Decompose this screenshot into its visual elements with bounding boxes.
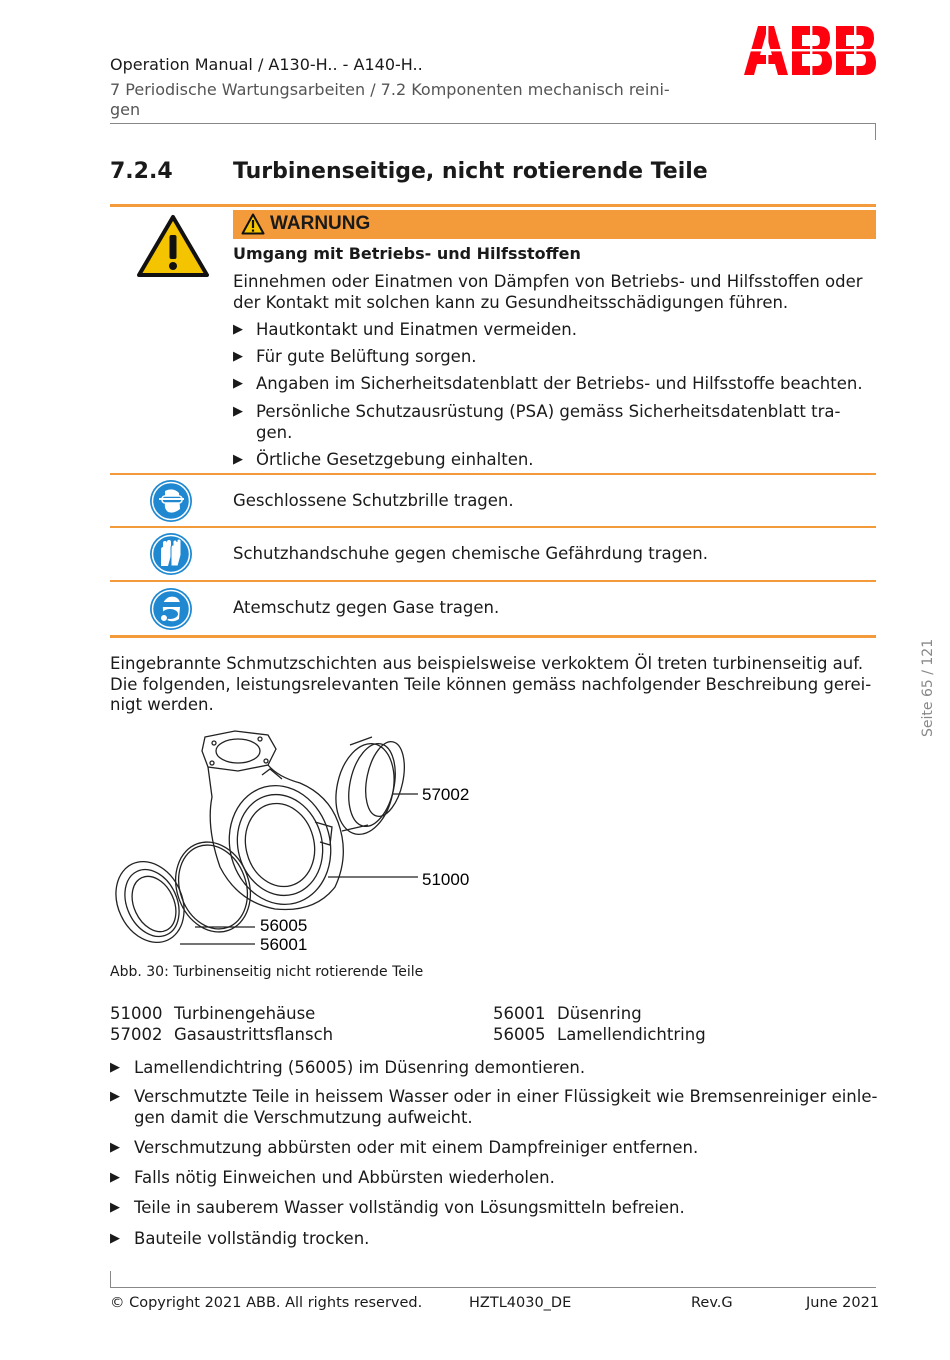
ppe-divider: [110, 526, 876, 528]
ppe-respirator-text: Atemschutz gegen Gase tragen.: [233, 598, 500, 617]
ppe-gloves-text: Schutzhandschuhe gegen chemische Gefährdung tragen.: [233, 544, 708, 563]
gloves-icon: [149, 532, 193, 576]
warning-label: WARNUNG: [270, 213, 371, 234]
section-title: Turbinenseitige, nicht rotierende Teile: [233, 159, 708, 184]
part-code: 56005: [493, 1025, 546, 1044]
breadcrumb-line-1: 7 Periodische Wartungsarbeiten / 7.2 Komponenten mechanisch reini-: [110, 80, 670, 99]
warning-text: Einnehmen oder Einatmen von Dämpfen von Betriebs- und Hilfsstoffen oder der Kontakt mit solchen kann zu Gesundheitsschädigungen führen.: [233, 272, 863, 312]
document-title: Operation Manual / A130-H.. - A140-H..: [110, 55, 423, 74]
side-page-label: Seite 65 / 121: [920, 638, 936, 737]
turbine-casing: [208, 765, 343, 910]
warning-bottom-rule: [110, 635, 876, 638]
figure-caption: Abb. 30: Turbinenseitig nicht rotierende Teile: [110, 964, 424, 980]
callout-57002: 57002: [422, 785, 470, 804]
part-name: Turbinengehäuse: [174, 1004, 316, 1023]
breadcrumb: [110, 80, 710, 120]
abb-logo: [744, 26, 876, 75]
ppe-divider: [110, 473, 876, 475]
bullet-arrow-icon: ▶: [233, 376, 243, 391]
bullet-arrow-icon: ▶: [110, 1200, 120, 1215]
footer-revision: Rev.G: [691, 1295, 733, 1311]
goggles-icon: [149, 479, 193, 523]
body-paragraph: Eingebrannte Schmutzschichten aus beispielsweise verkoktem Öl treten turbinenseitig auf. Die folgenden, leistungsrelevanten Teile können gemäss nachfolgender Beschreibung gerei-nigt werden.: [110, 654, 872, 714]
callout-51000: 51000: [422, 870, 470, 889]
bullet-arrow-icon: ▶: [233, 452, 243, 467]
bullet-arrow-icon: ▶: [110, 1170, 120, 1185]
part-name: Gasaustrittsflansch: [174, 1025, 334, 1044]
bullet-arrow-icon: ▶: [110, 1089, 120, 1104]
section-number: 7.2.4: [110, 159, 173, 184]
part-code: 56001: [493, 1004, 546, 1023]
respirator-icon: [149, 587, 193, 631]
bullet-arrow-icon: ▶: [110, 1060, 120, 1075]
footer-copyright: © Copyright 2021 ABB. All rights reserved.: [110, 1295, 423, 1311]
header-rule: [110, 123, 876, 124]
part-name: Düsenring: [557, 1004, 642, 1023]
callout-56001: 56001: [260, 935, 308, 954]
bullet-arrow-icon: ▶: [110, 1140, 120, 1155]
part-code: 51000: [110, 1004, 163, 1023]
part-name: Lamellendichtring: [557, 1025, 706, 1044]
turbine-parts-figure: [110, 727, 480, 957]
part-code: 57002: [110, 1025, 163, 1044]
footer-rule: [110, 1287, 876, 1288]
bullet-arrow-icon: ▶: [233, 322, 243, 337]
side-page-number: [905, 622, 945, 742]
warning-top-rule: [110, 204, 876, 207]
warning-subtitle: Umgang mit Betriebs- und Hilfsstoffen: [233, 244, 581, 263]
callout-56005: 56005: [260, 916, 308, 935]
bullet-arrow-icon: ▶: [233, 349, 243, 364]
nozzle-ring: [110, 850, 197, 953]
header-rule-tick: [875, 123, 876, 140]
bullet-arrow-icon: ▶: [233, 404, 243, 419]
ppe-goggles-text: Geschlossene Schutzbrille tragen.: [233, 491, 514, 510]
warning-small-icon: [241, 213, 265, 235]
footer-date: June 2021: [806, 1295, 880, 1311]
footer-doc-id: HZTL4030_DE: [469, 1295, 572, 1311]
warning-triangle-icon: [136, 214, 210, 278]
breadcrumb-line-2: gen: [110, 100, 141, 119]
bullet-arrow-icon: ▶: [110, 1231, 120, 1246]
ppe-divider: [110, 580, 876, 582]
footer-rule-tick: [110, 1271, 111, 1288]
